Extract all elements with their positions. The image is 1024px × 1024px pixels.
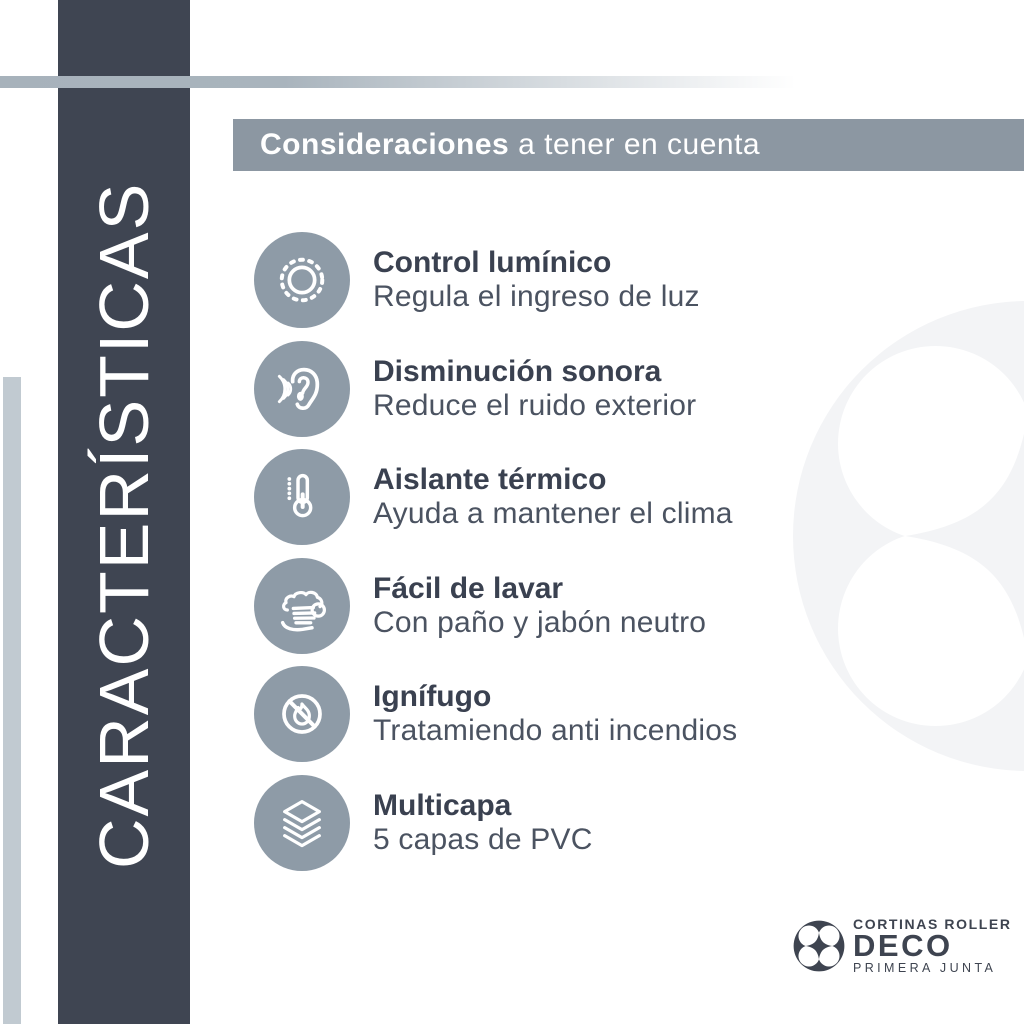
feature-item: [254, 558, 737, 654]
feature-title: Multicapa: [373, 788, 512, 822]
layers-icon: [270, 791, 334, 855]
feature-subtitle: 5 capas de PVC: [373, 822, 593, 856]
feature-badge: [254, 775, 350, 871]
left-thin-accent-bar: [3, 377, 21, 1024]
feature-subtitle: Regula el ingreso de luz: [373, 280, 700, 313]
feature-subtitle: Reduce el ruido exterior: [373, 388, 697, 422]
hand-wash-icon: [270, 574, 334, 638]
section-header: [233, 119, 1024, 171]
ear-icon: [270, 357, 334, 421]
feature-badge: [254, 341, 350, 437]
sun-icon: [270, 248, 334, 312]
no-fire-icon: [270, 682, 334, 746]
vertical-title: CARACTERÍSTICAS: [85, 181, 163, 869]
feature-title: Fácil de lavar: [373, 571, 564, 605]
feature-item: [254, 666, 737, 762]
feature-title: Disminución sonora: [373, 354, 662, 388]
thermometer-icon: [270, 465, 334, 529]
feature-list: [254, 232, 737, 871]
feature-badge: [254, 232, 350, 328]
brand-tagline-bottom: PRIMERA JUNTA: [853, 961, 997, 975]
feature-title: Control lumínico: [373, 246, 612, 279]
feature-subtitle: Tratamiendo anti incendios: [373, 714, 738, 747]
section-header-regular: a tener en cuenta: [509, 128, 761, 161]
feature-badge: [254, 449, 350, 545]
feature-subtitle: Con paño y jabón neutro: [373, 605, 707, 639]
feature-badge: [254, 666, 350, 762]
top-accent-bar: [0, 76, 812, 88]
brand-tagline-top: CORTINAS ROLLER: [853, 916, 1012, 932]
feature-item: [254, 449, 737, 545]
brand-logo: [792, 917, 1012, 975]
brand-flower-icon: [792, 919, 846, 973]
brand-name: DECO: [853, 928, 953, 963]
feature-item: [254, 341, 737, 437]
side-banner: [58, 0, 190, 1024]
feature-item: [254, 775, 737, 871]
feature-badge: [254, 558, 350, 654]
brand-flower-watermark: [778, 286, 1024, 786]
feature-item: [254, 232, 737, 328]
feature-title: Ignífugo: [373, 680, 492, 713]
feature-subtitle: Ayuda a mantener el clima: [373, 497, 733, 530]
section-header-bold: Consideraciones: [260, 128, 510, 161]
feature-title: Aislante térmico: [373, 463, 607, 496]
